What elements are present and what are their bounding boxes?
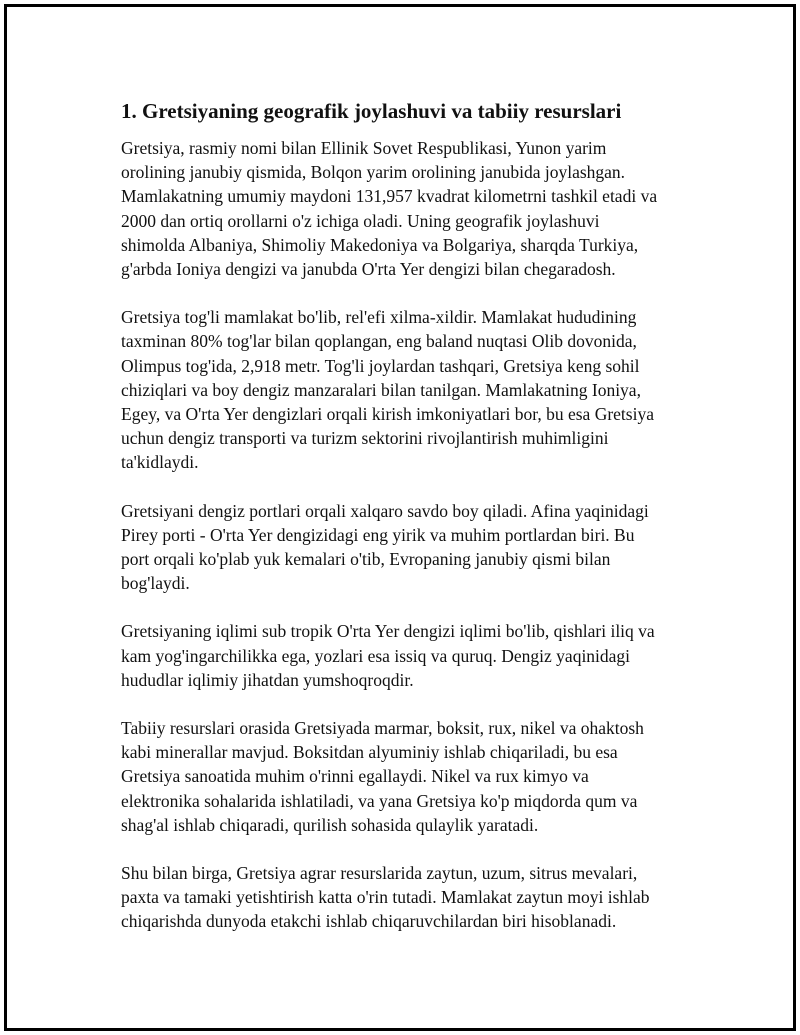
page-frame [4,4,796,1031]
paragraph-climate: Gretsiyaning iqlimi sub tropik O'rta Yer dengizi iqlimi bo'lib, qishlari iliq va kam yog'ingarchilikka ega, yozlari esa issiq va quruq. Dengiz yaqinidagi hududlar iqlimiy jihatdan yumshoqroqdir. [121,621,655,690]
document-title: 1. Gretsiyaning geografik joylashuvi va tabiiy resurslari [121,99,622,123]
paragraph-relief: Gretsiya tog'li mamlakat bo'lib, rel'efi xilma-xildir. Mamlakat hududining taxminan 80% tog'lar bilan qoplangan, eng baland nuqtasi Olib dovonida, Olimpus tog'ida, 2,918 metr. Tog'li joylardan tashqari, Gretsiya keng sohil chiziqlari va boy dengiz manzaralari bilan tanilgan. Mamlakatning Ioniya, Egey, va O'rta Yer dengizlari orqali kirish imkoniyatlari bor, bu esa Gretsiya uchun dengiz transporti va turizm sektorini rivojlantirish muhimligini ta'kidlaydi. [121,307,654,473]
paragraph-minerals: Tabiiy resurslari orasida Gretsiyada marmar, boksit, rux, nikel va ohaktosh kabi minerallar mavjud. Boksitdan alyuminiy ishlab chiqariladi, bu esa Gretsiya sanoatida muhim o'rinni egallaydi. Nikel va rux kimyo va elektronika sohalarida ishlatiladi, va yana Gretsiya ko'p miqdorda qum va shag'al ishlab chiqaradi, qurilish sohasida qulaylik yaratadi. [121,718,644,835]
paragraph-location: Gretsiya, rasmiy nomi bilan Ellinik Sovet Respublikasi, Yunon yarim orolining janubiy qismida, Bolqon yarim orolining janubida joylashgan. Mamlakatning umumiy maydoni 131,957 kvadrat kilometrni tashkil etadi va 2000 dan ortiq orollarni o'z ichiga oladi. Uning geografik joylashuvi shimolda Albaniya, Shimoliy Makedoniya va Bolgariya, sharqda Turkiya, g'arbda Ioniya dengizi va janubda O'rta Yer dengizi bilan chegaradosh. [121,138,658,280]
paragraph-ports: Gretsiyani dengiz portlari orqali xalqaro savdo boy qiladi. Afina yaqinidagi Pirey porti - O'rta Yer dengizidagi eng yirik va muhim portlardan biri. Bu port orqali ko'plab yuk kemalari o'tib, Evropaning janubiy qismi bilan bog'laydi. [121,500,649,594]
document-body [121,97,701,958]
paragraph-agriculture: Shu bilan birga, Gretsiya agrar resurslarida zaytun, uzum, sitrus mevalari, paxta va tamaki yetishtirish katta o'rin tutadi. Mamlakat zaytun moyi ishlab chiqarishda dunyoda etakchi ishlab chiqaruvchilardan biri hisoblanadi. [121,863,650,932]
